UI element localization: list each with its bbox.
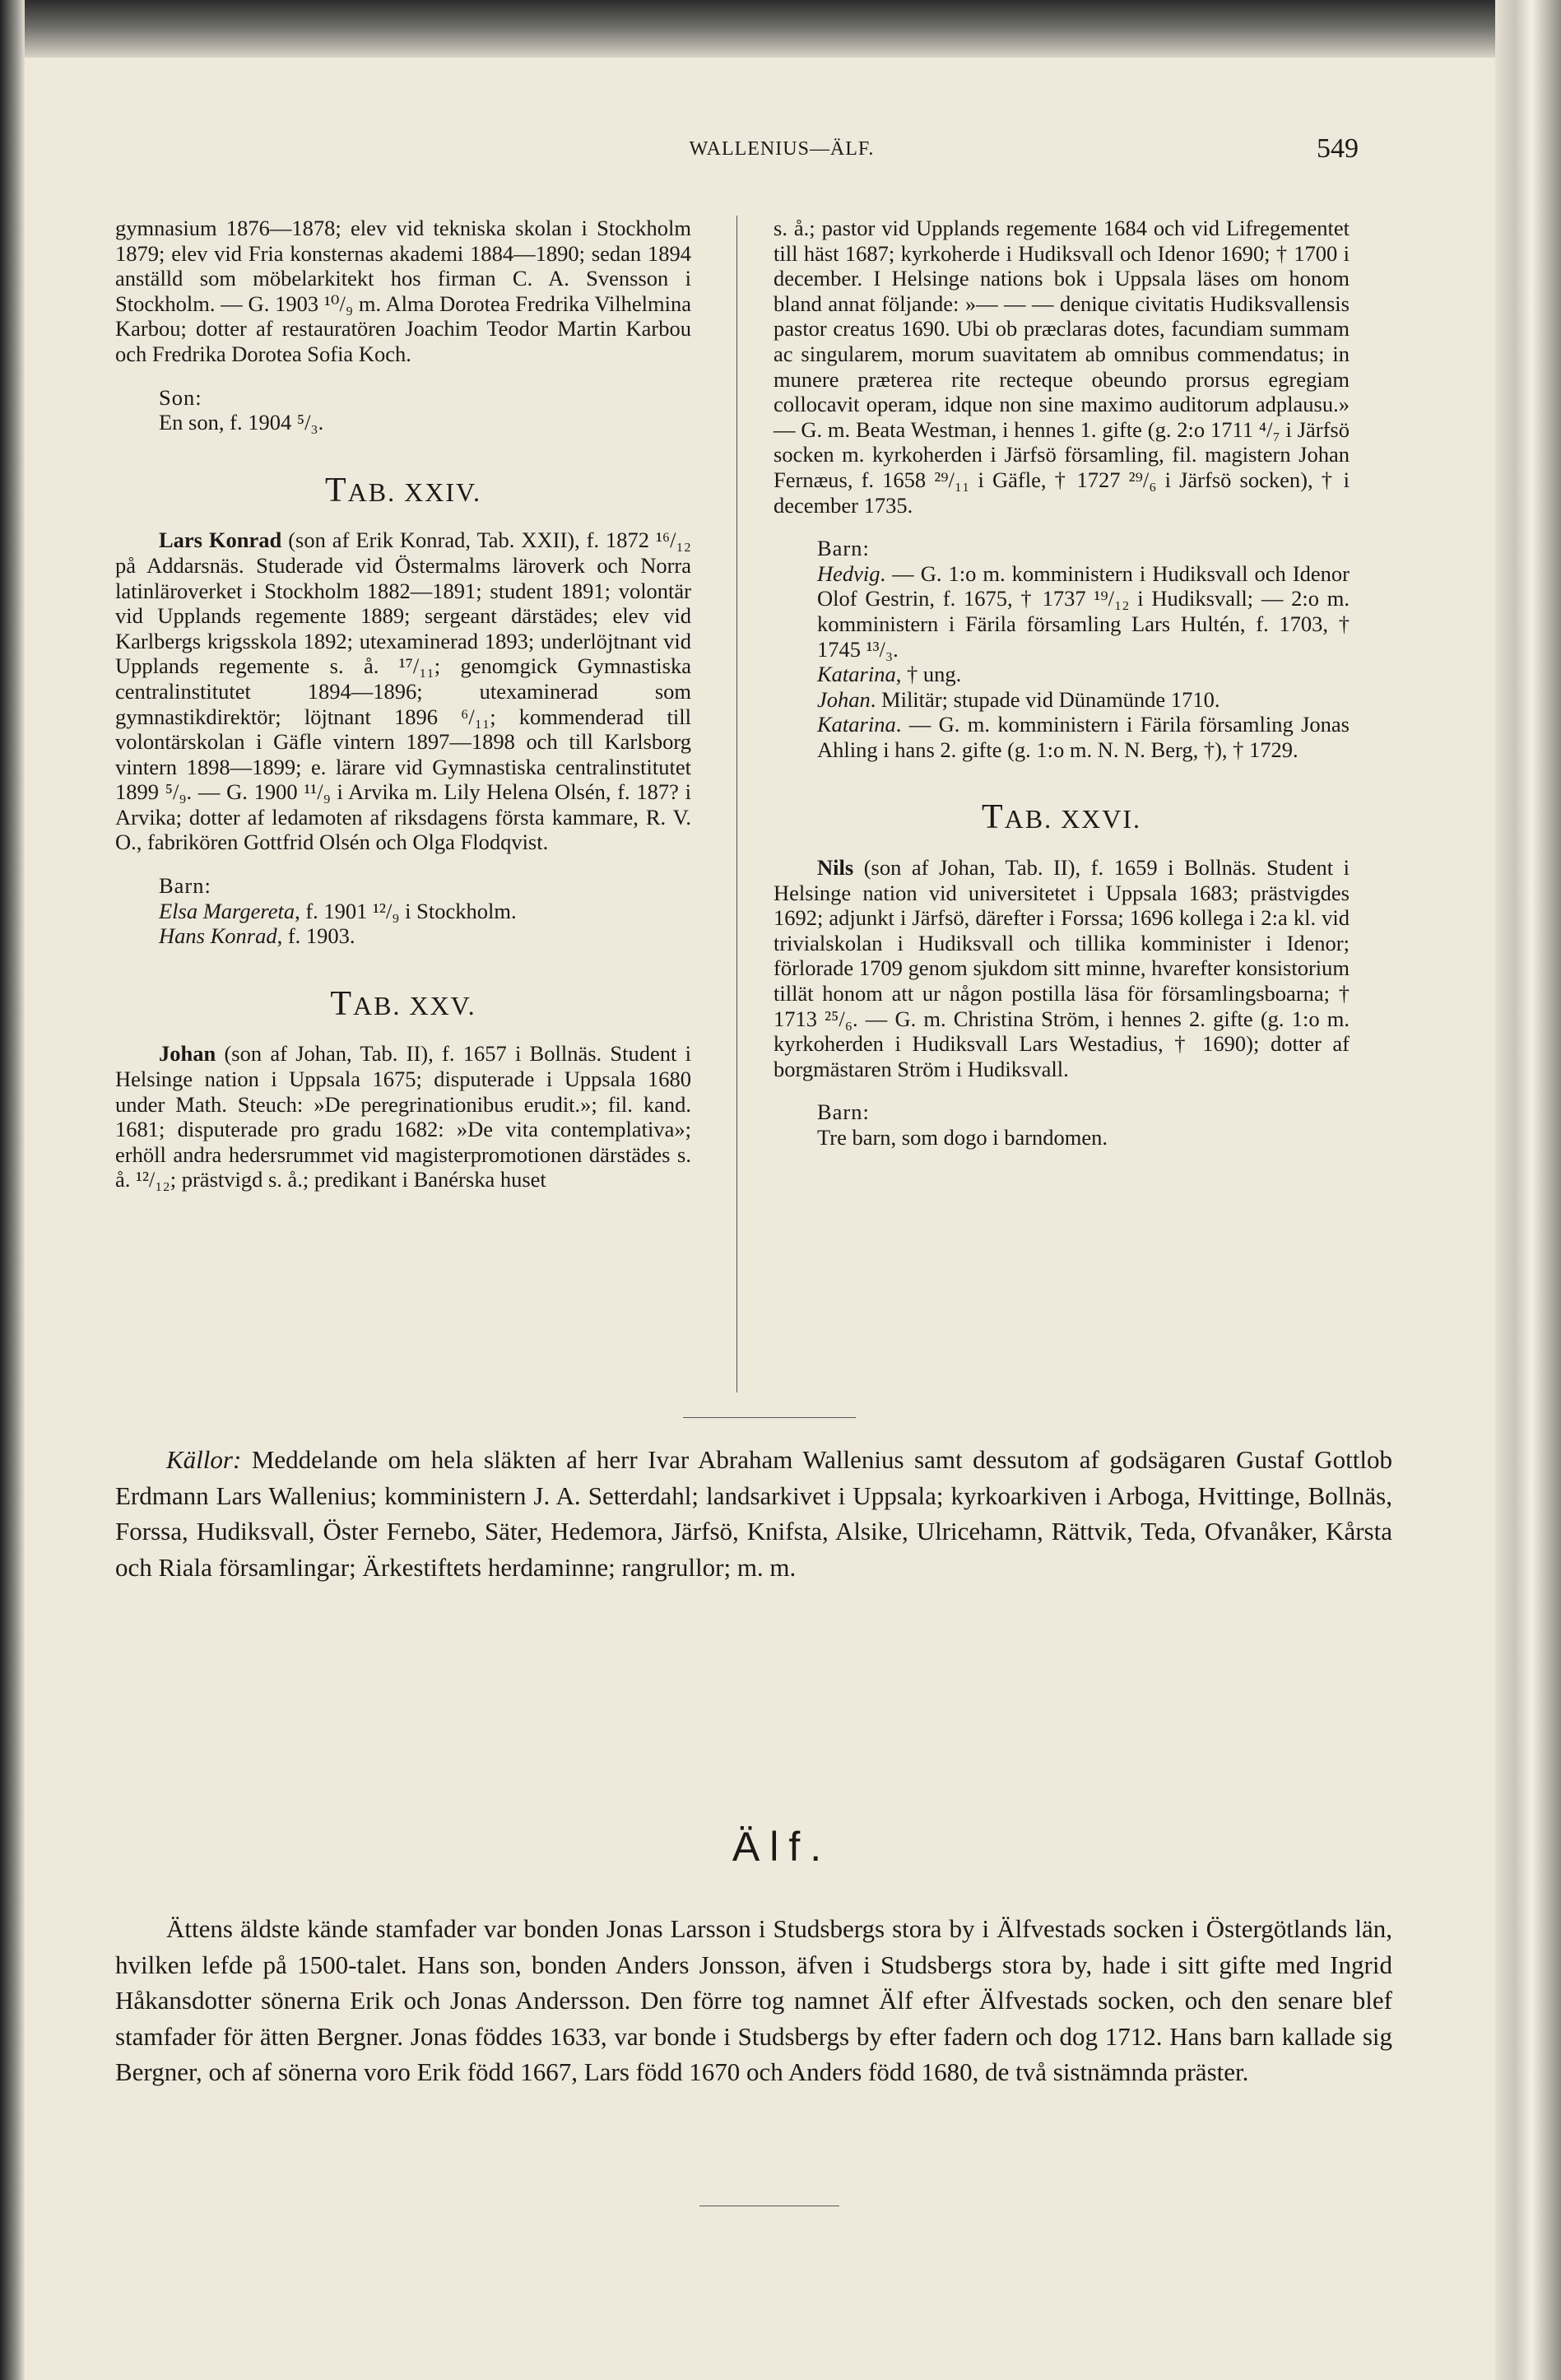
child-entry	[817, 687, 1350, 713]
child-1-name: Elsa Margereta	[159, 898, 295, 923]
alf-paragraph: Ättens äldste kände stamfader var bonden Jonas Larsson i Studsbergs stora by i Älfvestads socken i Östergötlands län, hvilken lefde på 1500-talet. Hans son, bonden Anders Jonsson, äfven i Studsbergs stora by, hade i sitt gifte med Ingrid Håkansdotter sönerna Erik och Jonas Andersson. Den förre tog namnet Älf efter Älfvestads socken, och den senare blef stamfader för ätten Bergner. Jonas föddes 1633, var bonde i Studsbergs by efter fadern och dog 1712. Hans barn kallade sig Bergner, och af sönerna voro Erik född 1667, Lars född 1670 och Anders född 1680, de två sistnämnda präster.	[115, 1914, 1392, 2086]
tab-xxv-rest: AB. XXV.	[353, 990, 476, 1020]
section-separator	[683, 1417, 856, 1418]
tab-xxvi-cap: T	[981, 798, 1005, 837]
tab-xxvi-text: (son af Johan, Tab. II), f. 1659 i Bollnäs. Student i Helsinge nation vid universitetet i Uppsala 1683; prästvigdes 1692; adjunkt i Järfsö, därefter i Forssa; 1696 kollega i 2:a kl. vid trivialskolan i Hudiksvall och tillika komminister i Idenor; förlorade 1709 genom sjukdom sitt minne, hvarefter konsistorium tillät honom att ur någon postilla läsa för församlingsboarna; † 1713 ²⁵/₆. — G. m. Christina Ström, i hennes 2. gifte (g. 1:o m. kyrkoherden i Hudiksvall Lars Westadius, † 1690); dotter af borgmästaren Ström i Hudiksvall.	[774, 855, 1350, 1081]
tab-xxv-heading	[115, 984, 691, 1023]
tab-xxvi-entry	[774, 855, 1350, 1081]
son-label: Son:	[159, 384, 202, 410]
tab-xxiv-cap: T	[325, 471, 348, 509]
child-text: . — G. 1:o m. komministern i Hudiksvall och Idenor Olof Gestrin, f. 1675, † 1737 ¹⁹/₁₂ i Hudiksvall; — 2:o m. komministern i Färila församling Lars Hultén, f. 1703, † 1745 ¹³/₃.	[817, 560, 1350, 662]
page-number: 549	[1317, 133, 1359, 164]
tab-xxvi-barn-item: Tre barn, som dogo i barndomen.	[817, 1125, 1108, 1150]
tab-xxiv-child-1	[159, 899, 691, 924]
child-name: Katarina	[817, 662, 896, 687]
child-text: . Militär; stupade vid Dünamünde 1710.	[870, 686, 1220, 712]
child-name: Johan	[817, 686, 871, 712]
son-item: En son, f. 1904 ⁵/₃.	[159, 410, 324, 435]
child-2-name: Hans Konrad	[159, 923, 277, 949]
tab-xxv-text: (son af Johan, Tab. II), f. 1657 i Bollnäs. Student i Helsinge nation i Uppsala 1675; disputerade i Uppsala 1680 under Math. Steuch: »De peregrinationibus erudit.»; fil. kand. 1681; disputerade pro gradu 1682: »De vita contemplativa»; erhöll andra hedersrummet vid magisterpromotionen därstädes s. å. ¹²/₁₂; prästvigd s. å.; predikant i Banérska huset	[115, 1041, 691, 1192]
barn-label: Barn:	[817, 536, 870, 561]
alf-section	[115, 1911, 1392, 2090]
tab-xxiv-name: Lars Konrad	[159, 528, 282, 553]
tab-xxv-cap: T	[330, 984, 353, 1023]
scan-edge-right	[1495, 0, 1561, 2380]
left-column	[115, 216, 691, 1192]
alf-heading: Älf.	[732, 1824, 832, 1870]
tab-xxiv-child-2	[159, 923, 691, 949]
scan-edge-left	[0, 0, 25, 2380]
tab-xxiv-heading	[115, 471, 691, 509]
sources-paragraph	[115, 1442, 1392, 1585]
tab-xxvi-name: Nils	[817, 855, 854, 881]
tab-xxvi-rest: AB. XXVI.	[1004, 804, 1142, 834]
column-divider	[736, 216, 737, 1392]
child-text: . — G. m. komministern i Färila församling Jonas Ahling i hans 2. gifte (g. 1:o m. N. N. Berg, †), † 1729.	[817, 712, 1350, 762]
child-entry	[817, 662, 1350, 687]
child-name: Katarina	[817, 712, 896, 737]
tab-xxiv-rest: AB. XXIV.	[347, 476, 481, 507]
running-title: WALLENIUS—ÄLF.	[689, 138, 875, 160]
tab-xxvi-barn-label: Barn:	[817, 1099, 870, 1125]
tab-xxiv-barn-label: Barn:	[159, 873, 211, 899]
child-text: , † ung.	[895, 662, 962, 687]
sources-text: Meddelande om hela släkten af herr Ivar Abraham Wallenius samt dessutom af godsägaren Gustaf Gottlob Erdmann Lars Wallenius; komministern J. A. Setterdahl; landsarkivet i Uppsala; kyrkoarkiven i Arboga, Hvittinge, Bollnäs, Forssa, Hudiksvall, Öster Fernebo, Säter, Hedemora, Järfsö, Knifsta, Alsike, Ulricehamn, Rättvik, Teda, Ofvanåker, Kårsta och Riala församlingar; Ärkestiftets herdaminne; rangrullor; m. m.	[115, 1445, 1392, 1582]
tab-xxv-entry	[115, 1041, 691, 1192]
scan-edge-top	[0, 0, 1561, 58]
child-name: Hedvig	[817, 560, 880, 586]
tab-xxvi-heading	[774, 798, 1350, 837]
sources-block	[115, 1442, 1392, 1585]
continuation-paragraph: s. å.; pastor vid Upplands regemente 1684 och vid Lifregementet till häst 1687; kyrkoherde i Hudiksvall och Idenor 1690; † 1700 i december. I Helsinge nations bok i Uppsala läses om honom bland annat följande: »— — — denique civitatis Hudiksvallensis pastor creatus 1690. Ubi ob præclaras dotes, facundiam summam ac singularem, morum suavitatem ab omnibus commendatus; in munere præterea rite recteque obeundo prorsus egregiam collocavit operam, idque non sine maximo auditorum adplausu.» — G. m. Beata Westman, i hennes 1. gifte (g. 2:o 1711 ⁴/₇ i Järfsö socken m. kyrkoherden i Järfsö församling, fil. magistern Johan Fernæus, f. 1658 ²⁹/₁₁ i Gäfle, † 1727 ²⁹/₆ i Järfsö socken), † i december 1735.	[774, 216, 1350, 518]
child-entry	[817, 561, 1350, 662]
child-entry	[817, 712, 1350, 762]
right-column	[774, 216, 1350, 1150]
tab-xxv-name: Johan	[159, 1041, 216, 1067]
intro-paragraph: gymnasium 1876—1878; elev vid tekniska skolan i Stockholm 1879; elev vid Fria konsternas akademi 1884—1890; sedan 1894 anställd som möbelarkitekt hos firman C. A. Svensson i Stockholm. — G. 1903 ¹⁰/₉ m. Alma Dorotea Fredrika Vilhelmina Karbou; dotter af restauratören Joachim Teodor Martin Karbou och Fredrika Dorotea Sofia Koch.	[115, 216, 691, 366]
child-2-text: , f. 1903.	[276, 923, 355, 949]
child-1-text: , f. 1901 ¹²/₉ i Stockholm.	[295, 898, 517, 923]
tab-xxiv-text: (son af Erik Konrad, Tab. XXII), f. 1872 ¹⁶/₁₂ på Addarsnäs. Studerade vid Östermalms läroverk och Norra latinläroverket i Stockholm 1882—1891; student 1891; volontär vid Upplands regemente 1889; sergeant därstädes; elev vid Karlbergs krigsskola 1892; utexaminerad 1893; underlöjtnant vid Upplands regemente s. å. ¹⁷/₁₁; genomgick Gymnastiska centralinstitutet 1894—1896; utexaminerad som gymnastikdirektör; löjtnant 1896 ⁶/₁₁; kommenderad till volontärskolan i Gäfle vintern 1897—1898 och till Karlsborg vintern 1898—1899; e. lärare vid Gymnastiska centralinstitutet 1899 ⁵/₉. — G. 1900 ¹¹/₉ i Arvika m. Lily Helena Olsén, f. 187? i Arvika; dotter af ledamoten af riksdagens första kammare, R. V. O., fabrikören Gottfrid Olsén och Olga Flodqvist.	[115, 528, 691, 855]
tab-xxiv-entry	[115, 528, 691, 855]
sources-label: Källor:	[166, 1445, 242, 1474]
